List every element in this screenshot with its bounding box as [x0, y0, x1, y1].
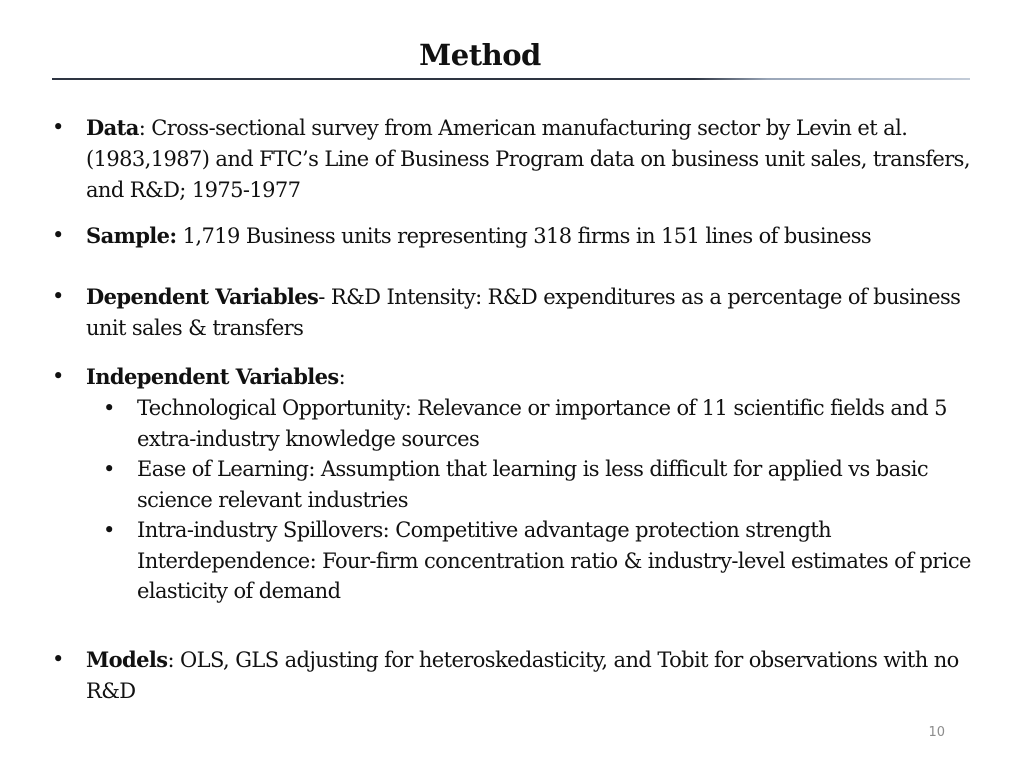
bullet-item-models — [0, 644, 1024, 707]
bullet-glyph: • — [103, 518, 115, 542]
bullet-glyph: • — [103, 396, 115, 420]
bullet-text-data: : Cross-sectional survey from American manufacturing sector by Levin et al. (1983,1987) and FTC’s Line of Business Program data on business unit sales, transfers, and R&D; 1975-1977 — [86, 116, 970, 202]
bullet-list — [0, 112, 1024, 707]
bullet-glyph: • — [52, 223, 64, 247]
bullet-glyph: • — [52, 646, 64, 671]
bullet-label-models: Models — [86, 646, 168, 672]
sub-bullet-intra-industry-spillovers — [0, 515, 1024, 607]
sub-bullet-text: Ease of Learning: Assumption that learning is less difficult for applied vs basic science relevant industries — [137, 457, 929, 512]
bullet-label-data: Data — [86, 115, 139, 140]
bullet-label-dependent-variables: Dependent Variables — [86, 284, 319, 309]
bullet-text-sample: 1,719 Business units representing 318 firms in 151 lines of business — [176, 224, 872, 248]
sub-bullet-text: Technological Opportunity: Relevance or importance of 11 scientific fields and 5 extra-industry knowledge sources — [137, 396, 947, 451]
bullet-glyph: • — [52, 115, 64, 139]
sub-bullet-technological-opportunity — [0, 393, 1024, 454]
bullet-item-sample — [0, 220, 1024, 252]
bullet-text-independent-variables: : — [338, 365, 346, 389]
bullet-label-independent-variables: Independent Variables — [86, 364, 339, 389]
bullet-text-models: : OLS, GLS adjusting for heteroskedasticity, and Tobit for observations with no R&D — [86, 647, 959, 703]
sub-bullet-text: Intra-industry Spillovers: Competitive advantage protection strength Interdependence: Four-firm concentration ratio & industry-level estimates of price elasticity of demand — [137, 518, 971, 603]
title-divider — [52, 78, 970, 80]
bullet-label-sample: Sample: — [86, 223, 177, 248]
bullet-glyph: • — [103, 457, 115, 481]
page-number: 10 — [928, 725, 945, 740]
bullet-glyph: • — [52, 284, 64, 308]
bullet-text-dependent-variables: - R&D Intensity: R&D expenditures as a percentage of business unit sales & transfers — [86, 285, 961, 340]
bullet-item-independent-variables — [0, 361, 1024, 393]
sub-bullet-ease-of-learning — [0, 454, 1024, 515]
bullet-glyph: • — [52, 364, 64, 388]
bullet-item-dependent-variables — [0, 281, 1024, 344]
slide-title: Method — [419, 38, 541, 72]
bullet-item-data — [0, 112, 1024, 206]
